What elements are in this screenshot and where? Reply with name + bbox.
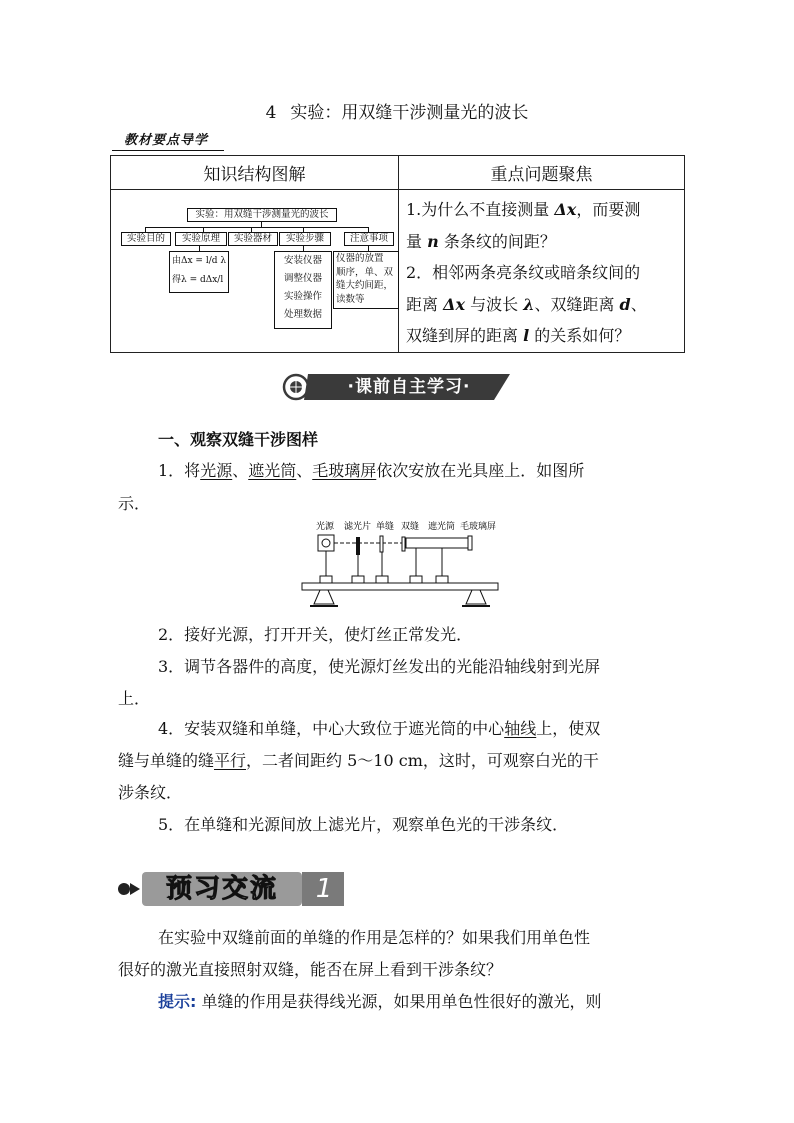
underlined-term: 遮光筒 — [248, 461, 297, 480]
label-double-slit: 双缝 — [401, 522, 420, 532]
note-line: 缝大约间距， — [336, 280, 394, 291]
underlined-term: 光源 — [200, 461, 233, 480]
branch-notes: 注意事项 — [344, 232, 394, 246]
branch-steps: 实验步骤 — [279, 232, 331, 246]
question-line-2: 很好的激光直接照射双缝，能否在屏上看到干涉条纹？ — [118, 960, 503, 979]
mindmap-root: 实验：用双缝干涉测量光的波长 — [187, 208, 337, 222]
question-1-line-2 — [406, 226, 678, 258]
hint-label: 提示: — [158, 992, 197, 1011]
underlined-term: 轴线 — [504, 719, 537, 738]
item-4-line-3: 涉条纹． — [118, 783, 183, 802]
item-1-line-2: 示． — [118, 494, 151, 513]
col1-header: 知识结构图解 — [111, 156, 399, 190]
question-line-1: 在实验中双缝前面的单缝的作用是怎样的？如果我们用单色性 — [158, 928, 591, 947]
col2-header: 重点问题聚焦 — [399, 156, 685, 190]
q1-text: 1.为什么不直接测量 — [406, 200, 555, 219]
section-banner — [282, 371, 510, 403]
branch-purpose: 实验目的 — [121, 232, 171, 246]
section-number: 4 — [265, 103, 277, 123]
item-text: 缝与单缝的缝 — [118, 751, 215, 770]
item-text: 、 — [232, 461, 249, 480]
q2-text: 距离 — [406, 294, 444, 314]
guide-underline — [112, 150, 224, 151]
q2-var: d — [619, 294, 631, 314]
principle-line1: 由Δx = l/d λ — [172, 256, 227, 266]
guide-label: 教材要点导学 — [124, 133, 209, 148]
title-text: 实验：用双缝干涉测量光的波长 — [290, 103, 529, 123]
item-5: 5．在单缝和光源间放上滤光片，观察单色光的干涉条纹． — [158, 815, 569, 834]
preview-number: 1 — [315, 874, 333, 904]
q1-text: 条条纹的间距？ — [438, 231, 556, 251]
item-text: 依次安放在光具座上．如图所 — [376, 461, 585, 480]
q1-text: ，而要测 — [576, 200, 641, 219]
principle-line2: 得λ = dΔx/l — [172, 275, 224, 285]
question-2-line-3 — [406, 320, 678, 352]
label-screen: 毛玻璃屏 — [460, 522, 497, 532]
question-2-line-2 — [406, 289, 678, 321]
q1-var: Δx — [554, 200, 577, 219]
note-line: 顺序，单、双 — [336, 266, 394, 278]
mindmap-cell — [111, 190, 399, 353]
q2-var: Δx — [443, 294, 466, 314]
item-4-line-1 — [158, 713, 600, 745]
notes-box — [333, 251, 399, 309]
q2-var: λ — [523, 294, 535, 314]
step-item: 安装仪器 — [283, 255, 322, 266]
hint-line — [158, 986, 602, 1018]
connector — [145, 227, 368, 228]
questions-cell — [399, 190, 685, 353]
preview-header — [116, 870, 348, 908]
branch-equipment: 实验器材 — [228, 232, 278, 246]
item-text: 1．将 — [158, 461, 201, 480]
item-4-line-2 — [118, 745, 599, 777]
item-text: 、 — [296, 461, 313, 480]
principle-box — [169, 251, 229, 293]
item-1-line-1 — [158, 455, 584, 487]
apparatus-diagram — [298, 518, 506, 612]
item-text: ，二者间距约 5～10 cm，这时，可观察白光的干 — [246, 751, 599, 770]
branch-principle: 实验原理 — [175, 232, 227, 246]
hint-text: 单缝的作用是获得线光源，如果用单色性很好的激光，则 — [201, 992, 602, 1011]
item-text: 上，使双 — [536, 719, 601, 738]
q2-text: 与波长 — [465, 294, 524, 314]
note-line: 仪器的放置 — [336, 253, 384, 264]
q1-var: n — [427, 231, 439, 251]
underlined-term: 毛玻璃屏 — [312, 461, 377, 480]
steps-box — [274, 251, 332, 329]
q2-text: 双缝到屏的距离 — [406, 326, 524, 345]
q2-var: l — [523, 326, 530, 345]
q2-text: 的关系如何？ — [529, 326, 631, 345]
preview-label: 预习交流 — [165, 874, 278, 904]
section-heading: 一、观察双缝干涉图样 — [158, 430, 319, 449]
page-title — [0, 98, 794, 123]
item-3-line-1: 3．调节各器件的高度，使光源灯丝发出的光能沿轴线射到光屏 — [158, 657, 601, 676]
q1-text: 量 — [406, 231, 428, 251]
banner-text: ·课前自主学习· — [347, 377, 471, 397]
item-3-line-2: 上． — [118, 689, 151, 708]
question-2-line-1: 2．相邻两条亮条纹或暗条纹间的 — [406, 263, 641, 282]
overview-table — [110, 155, 685, 353]
q2-text: 、 — [630, 294, 647, 314]
label-filter: 滤光片 — [344, 522, 372, 532]
label-tube: 遮光筒 — [428, 522, 456, 532]
label-single-slit: 单缝 — [376, 522, 395, 532]
step-item: 处理数据 — [283, 309, 322, 320]
item-text: 4．安装双缝和单缝，中心大致位于遮光筒的中心 — [158, 719, 505, 738]
step-item: 实验操作 — [283, 291, 322, 302]
step-item: 调整仪器 — [283, 273, 322, 284]
q2-text: 、双缝距离 — [534, 294, 620, 314]
note-line: 读数等 — [336, 293, 365, 305]
label-light-source: 光源 — [316, 522, 335, 532]
mindmap — [111, 190, 397, 345]
item-2: 2．接好光源，打开开关，使灯丝正常发光． — [158, 625, 473, 644]
underlined-term: 平行 — [214, 751, 247, 770]
question-1-line-1 — [406, 194, 678, 226]
